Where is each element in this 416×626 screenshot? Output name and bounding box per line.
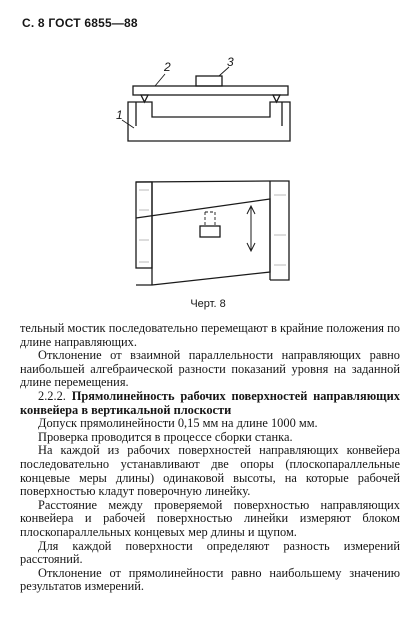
support-right <box>273 95 280 102</box>
straightedge <box>133 86 288 95</box>
measuring-block <box>196 76 222 86</box>
section-heading <box>20 390 400 417</box>
support-left <box>141 95 148 102</box>
label-2: 2 <box>164 60 171 74</box>
paragraph-3: Допуск прямолинейности 0,15 мм на длине 1000 мм. <box>38 416 318 431</box>
paragraph-1: тельный мостик последовательно перемещают в крайние положения по длине направляющих. <box>20 321 400 349</box>
label-3: 3 <box>227 55 234 69</box>
guide-base <box>128 102 290 141</box>
paragraph-8: Отклонение от прямолинейности равно наибольшему значению результатов измерений. <box>20 565 400 594</box>
section-title: Прямолинейность рабочих поверхностей направляющих конвейера в вертикальной плоскости <box>20 388 400 417</box>
paragraph-4: Проверка проводится в процессе сборки станка. <box>38 429 293 444</box>
paragraph-7: Для каждой поверхности определяют разность измерений расстояний. <box>20 538 400 567</box>
paragraph-2: Отклонение от взаимной параллельности направляющих равно наибольшей алгебраической разности показаний уровня на заданной длине перемещения. <box>20 348 400 390</box>
page-header: С. 8 ГОСТ 6855—88 <box>22 16 138 30</box>
paragraph-5: На каждой из рабочих поверхностей направляющих конвейера последовательно устанавливают две опоры (плоскопараллельные концевые меры длины) одинаковой высоты, на которые рабочей поверхностью кладут поверочную линейку. <box>20 443 400 499</box>
label-1: 1 <box>116 108 123 122</box>
plan-table <box>136 199 270 285</box>
body-text <box>20 322 400 594</box>
figure-caption: Черт. 8 <box>190 298 226 310</box>
left-block <box>136 182 152 268</box>
section-number: 2.2.2. <box>38 388 66 403</box>
paragraph-6: Расстояние между проверяемой поверхностью направляющих конвейера и рабочей поверхностью линейки измеряют блоком плоскопараллельных концевых мер длины и щупом. <box>20 497 400 539</box>
plan-instrument <box>200 226 220 237</box>
